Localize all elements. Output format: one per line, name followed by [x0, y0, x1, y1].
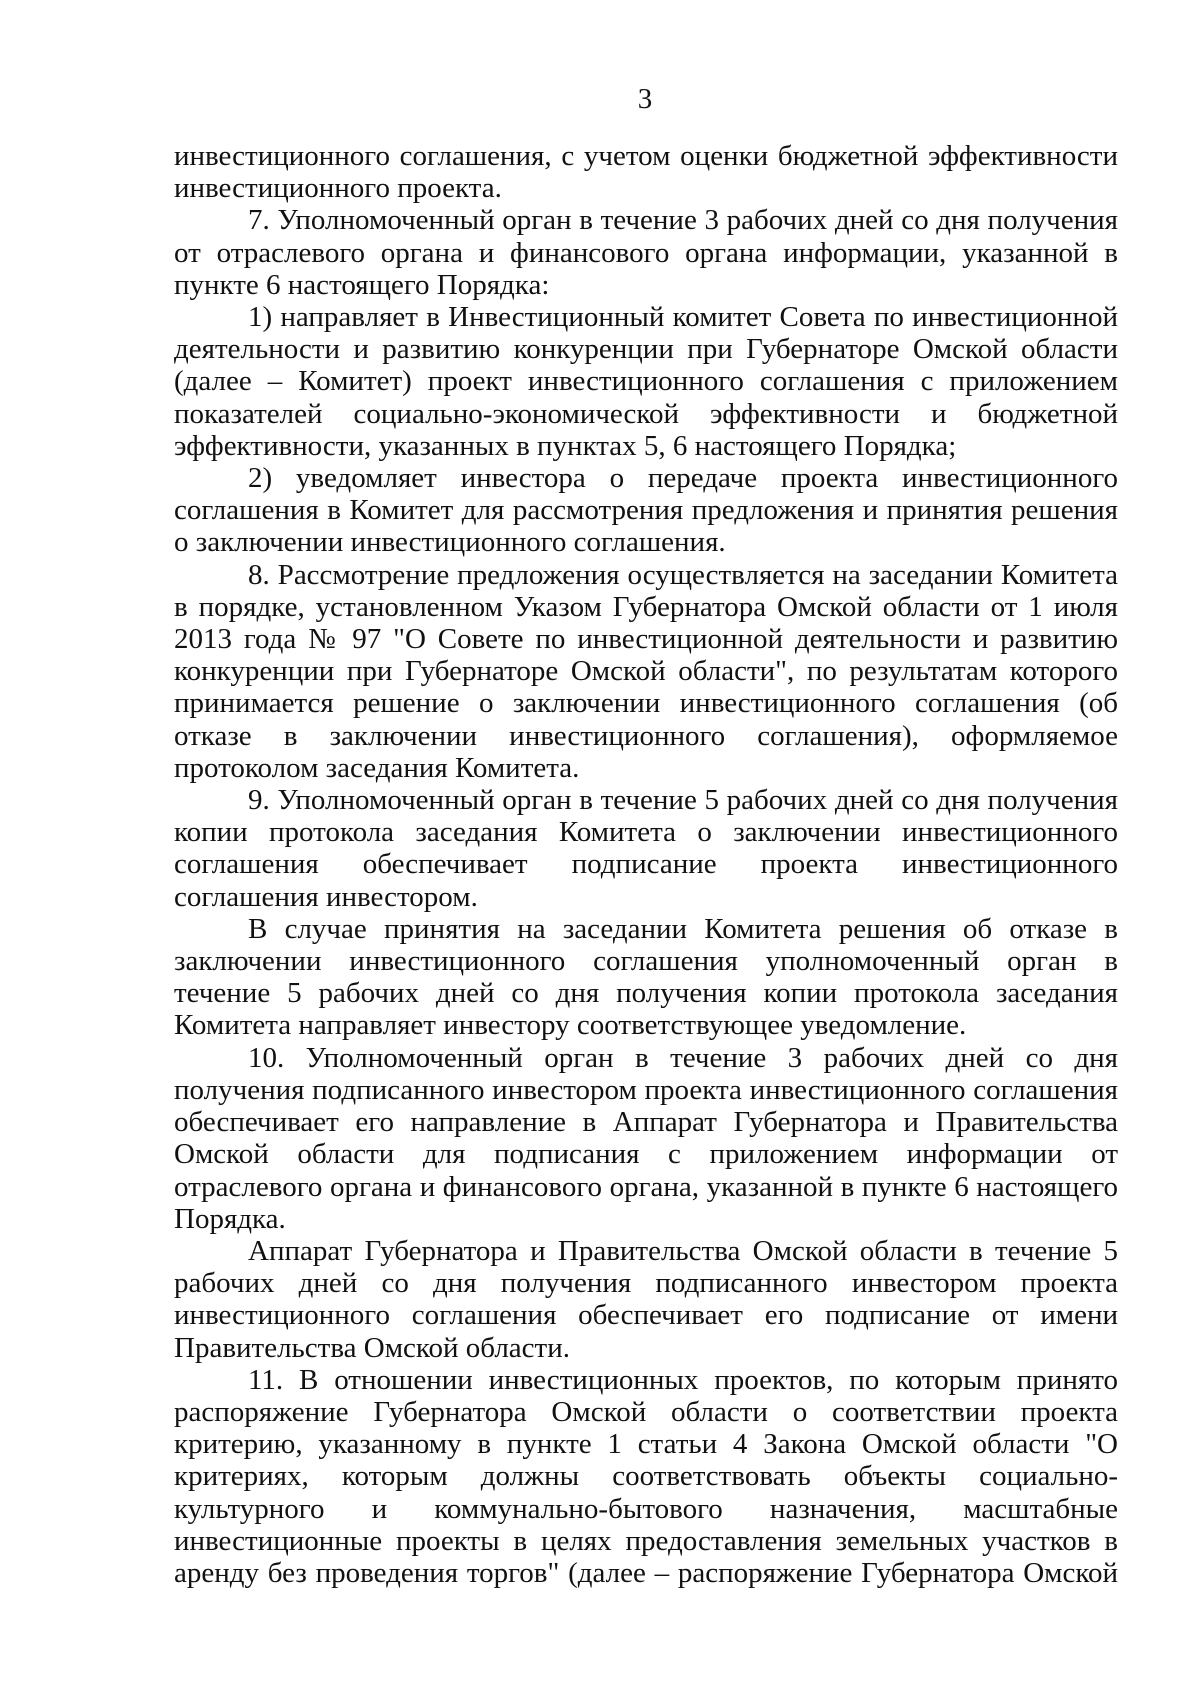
- paragraph-item-11: 11. В отношении инвестиционных проектов, по которым принято распоряжение Губернатора Омской области о соответствии проекта критерию, указанному в пункте 1 статьи 4 Закона Омской области "О критериях, которым должны соответствовать объекты социально-культурного и коммунально-бытового назначения, масштабные инвестиционные проекты в целях предоставления земельных участков в аренду без проведения торгов" (далее – распоряжение Губернатора Омской: [174, 1363, 1118, 1589]
- paragraph-subitem-7-1: 1) направляет в Инвестиционный комитет Совета по инвестиционной деятельности и развитию конкуренции при Губернаторе Омской области (далее – Комитет) проект инвестиционного соглашения с приложением показателей социально-экономической эффективности и бюджетной эффективности, указанных в пунктах 5, 6 настоящего Порядка;: [174, 301, 1118, 462]
- paragraph-item-10-apparatus: Аппарат Губернатора и Правительства Омской области в течение 5 рабочих дней со дня получения подписанного инвестором проекта инвестиционного соглашения обеспечивает его подписание от имени Правительства Омской области.: [174, 1234, 1118, 1364]
- paragraph-subitem-7-2: 2) уведомляет инвестора о передаче проекта инвестиционного соглашения в Комитет для рассмотрения предложения и принятия решения о заключении инвестиционного соглашения.: [174, 462, 1118, 559]
- page-number: 3: [637, 83, 653, 115]
- paragraph-continuation: инвестиционного соглашения, с учетом оценки бюджетной эффективности инвестиционного проекта.: [174, 140, 1118, 205]
- paragraph-item-9-refusal: В случае принятия на заседании Комитета решения об отказе в заключении инвестиционного соглашения уполномоченный орган в течение 5 рабочих дней со дня получения копии протокола заседания Комитета направляет инвестору соответствующее уведомление.: [174, 912, 1118, 1042]
- paragraph-item-8: 8. Рассмотрение предложения осуществляется на заседании Комитета в порядке, установленном Указом Губернатора Омской области от 1 июля 2013 года № 97 "О Совете по инвестиционной деятельности и развитию конкуренции при Губернаторе Омской области", по результатам которого принимается решение о заключении инвестиционного соглашения (об отказе в заключении инвестиционного соглашения), оформляемое протоколом заседания Комитета.: [174, 558, 1118, 784]
- paragraph-item-9: 9. Уполномоченный орган в течение 5 рабочих дней со дня получения копии протокола заседания Комитета о заключении инвестиционного соглашения обеспечивает подписание проекта инвестиционного соглашения инвестором.: [174, 784, 1118, 913]
- paragraph-item-10: 10. Уполномоченный орган в течение 3 рабочих дней со дня получения подписанного инвестором проекта инвестиционного соглашения обеспечивает его направление в Аппарат Губернатора и Правительства Омской области для подписания с приложением информации от отраслевого органа и финансового органа, указанной в пункте 6 настоящего Порядка.: [174, 1041, 1118, 1235]
- paragraph-item-7: 7. Уполномоченный орган в течение 3 рабочих дней со дня получения от отраслевого органа и финансового органа информации, указанной в пункте 6 настоящего Порядка:: [174, 204, 1118, 301]
- document-body: [174, 140, 1118, 1589]
